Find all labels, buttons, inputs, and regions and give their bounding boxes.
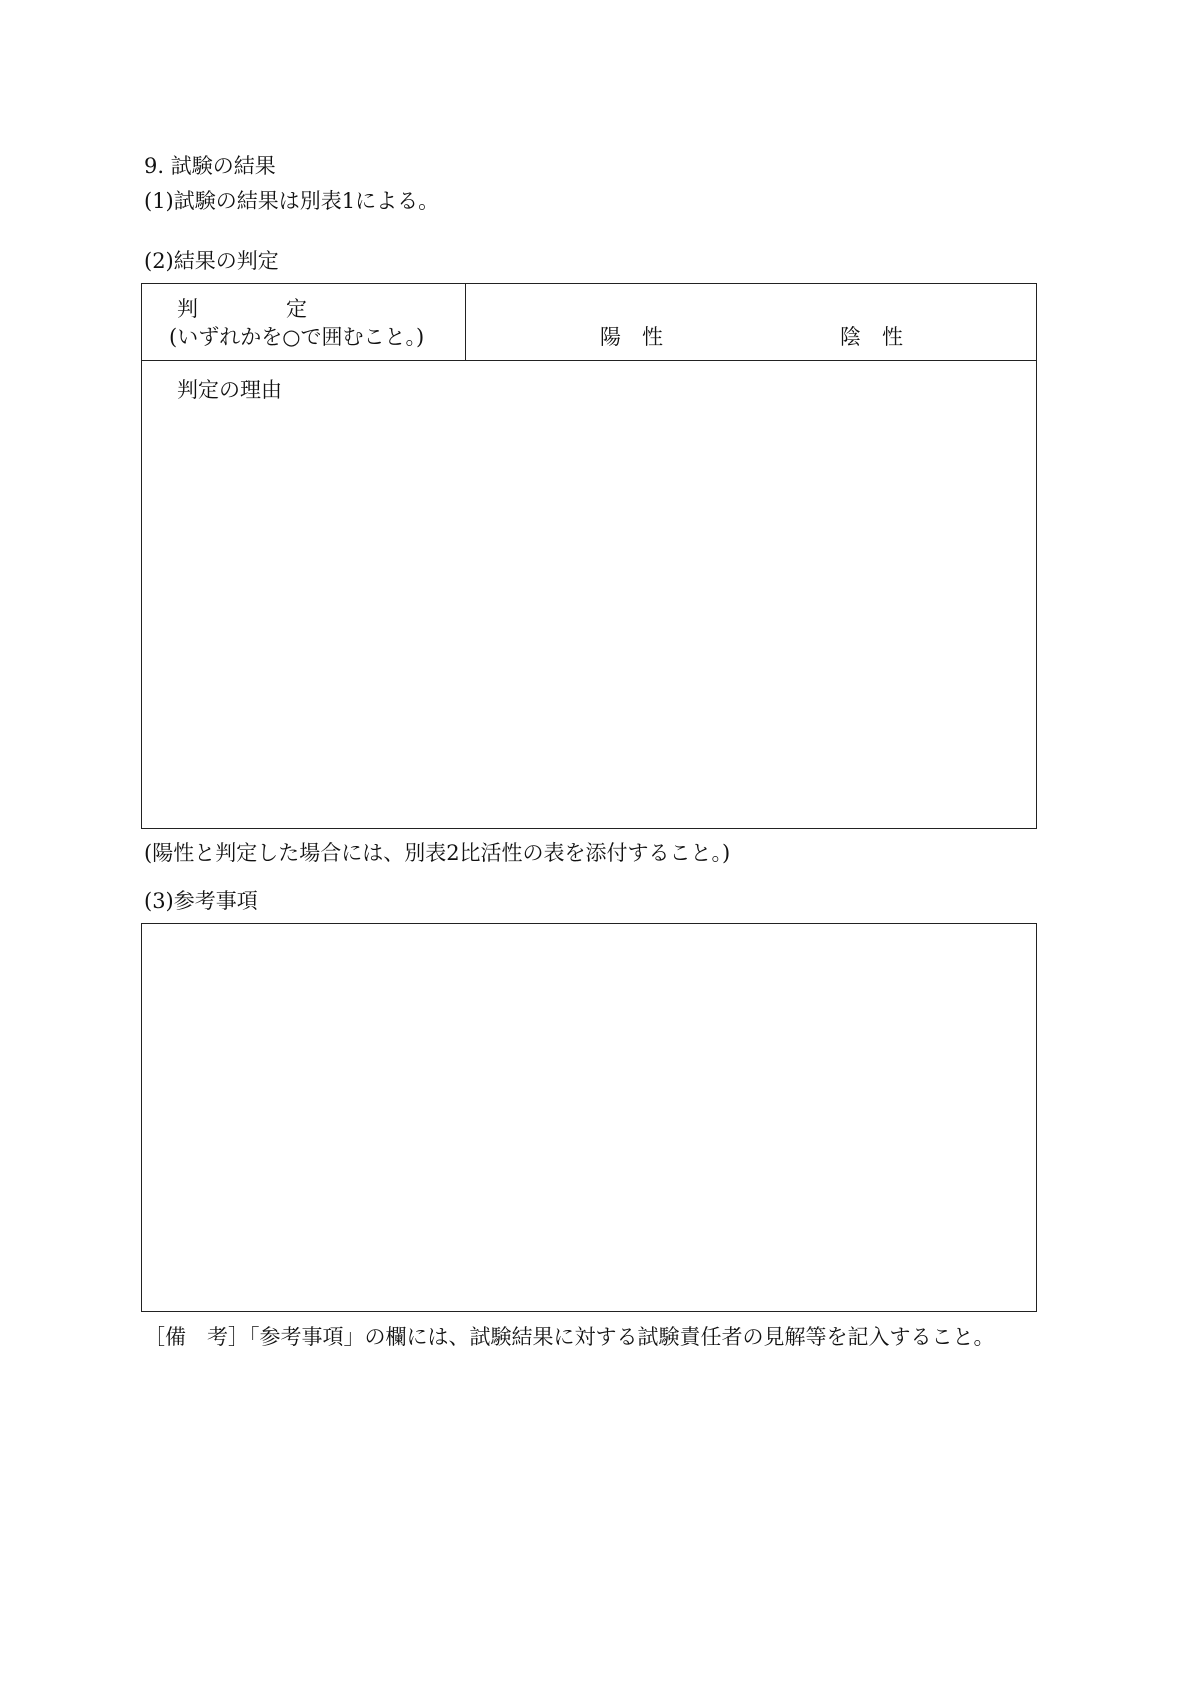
- judgment-note: (陽性と判定した場合には、別表2比活性の表を添付すること。): [144, 841, 731, 865]
- judgment-label-2: 定: [286, 297, 307, 321]
- reason-input-area[interactable]: [143, 405, 1035, 827]
- option-positive[interactable]: 陽 性: [600, 325, 663, 349]
- option-negative[interactable]: 陰 性: [840, 325, 903, 349]
- judgment-instruction: (いずれかを○で囲むこと。): [169, 325, 425, 349]
- reference-heading: (3)参考事項: [144, 889, 258, 913]
- judgment-label-1: 判: [177, 297, 198, 321]
- item-1-text: (1)試験の結果は別表1による。: [144, 189, 440, 213]
- remark-text: ［備 考］「参考事項」の欄には、試験結果に対する試験責任者の見解等を記入すること。: [144, 1325, 995, 1349]
- reason-label: 判定の理由: [177, 378, 282, 402]
- reference-box[interactable]: [141, 923, 1037, 1312]
- section-heading: 9. 試験の結果: [144, 154, 276, 178]
- judgment-divider-horizontal: [141, 360, 1037, 361]
- judgment-divider-vertical: [465, 283, 466, 361]
- item-2-heading: (2)結果の判定: [144, 249, 279, 273]
